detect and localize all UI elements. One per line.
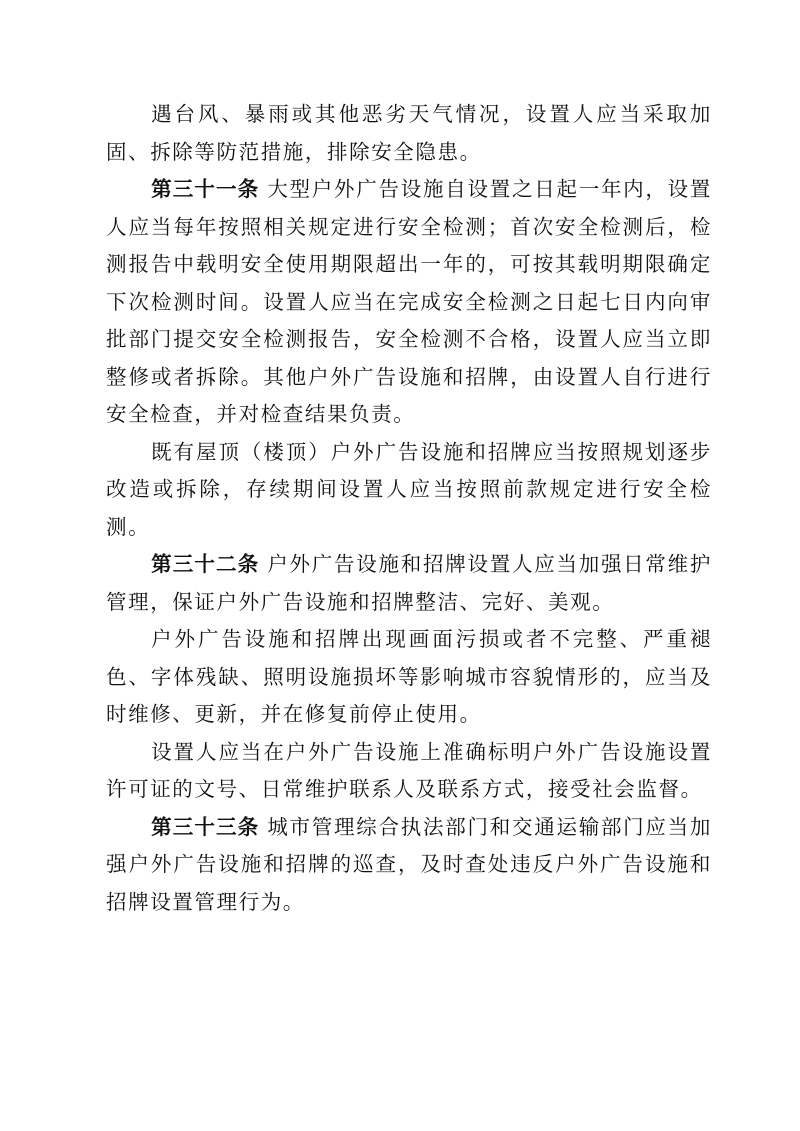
paragraph-text: 大型户外广告设施自设置之日起一年内，设置人应当每年按照相关规定进行安全检测；首次安全检测后，检测报告中载明安全使用期限超出一年的，可按其载明期限确定下次检测时间。设置人应当在完成安全检测之日起七日内向审批部门提交安全检测报告，安全检测不合格，设置人应当立即整修或者拆除。其他户外广告设施和招牌，由设置人自行进行安全检查，并对检查结果负责。	[106, 177, 713, 426]
paragraph-text: 遇台风、暴雨或其他恶劣天气情况，设置人应当采取加固、拆除等防范措施，排除安全隐患。	[106, 102, 712, 164]
paragraph-text: 设置人应当在户外广告设施上准确标明户外广告设施设置许可证的文号、日常维护联系人及联系方式，接受社会监督。	[106, 739, 712, 801]
paragraph-text: 户外广告设施和招牌出现画面污损或者不完整、严重褪色、字体残缺、照明设施损坏等影响城市容貌情形的，应当及时维修、更新，并在修复前停止使用。	[106, 627, 712, 726]
paragraph-weather-measures	[106, 96, 712, 171]
document-body	[106, 96, 712, 921]
article-number: 第三十二条	[151, 552, 260, 576]
article-number: 第三十三条	[151, 814, 260, 839]
paragraph-text: 城市管理综合执法部门和交通运输部门应当加强户外广告设施和招牌的巡查，及时查处违反户外广告设施和招牌设置管理行为。	[106, 814, 713, 914]
paragraph-permit-labeling	[106, 734, 712, 809]
article-number: 第三十一条	[151, 177, 260, 201]
paragraph-article-33	[106, 809, 712, 922]
paragraph-text: 既有屋顶（楼顶）户外广告设施和招牌应当按照规划逐步改造或拆除，存续期间设置人应当按照前款规定进行安全检测。	[106, 439, 712, 539]
paragraph-rooftop-facilities	[106, 434, 712, 547]
paragraph-text: 户外广告设施和招牌设置人应当加强日常维护管理，保证户外广告设施和招牌整洁、完好、美观。	[106, 552, 713, 614]
paragraph-article-32	[106, 546, 712, 621]
paragraph-article-31	[106, 171, 712, 434]
paragraph-damaged-facilities	[106, 621, 712, 734]
